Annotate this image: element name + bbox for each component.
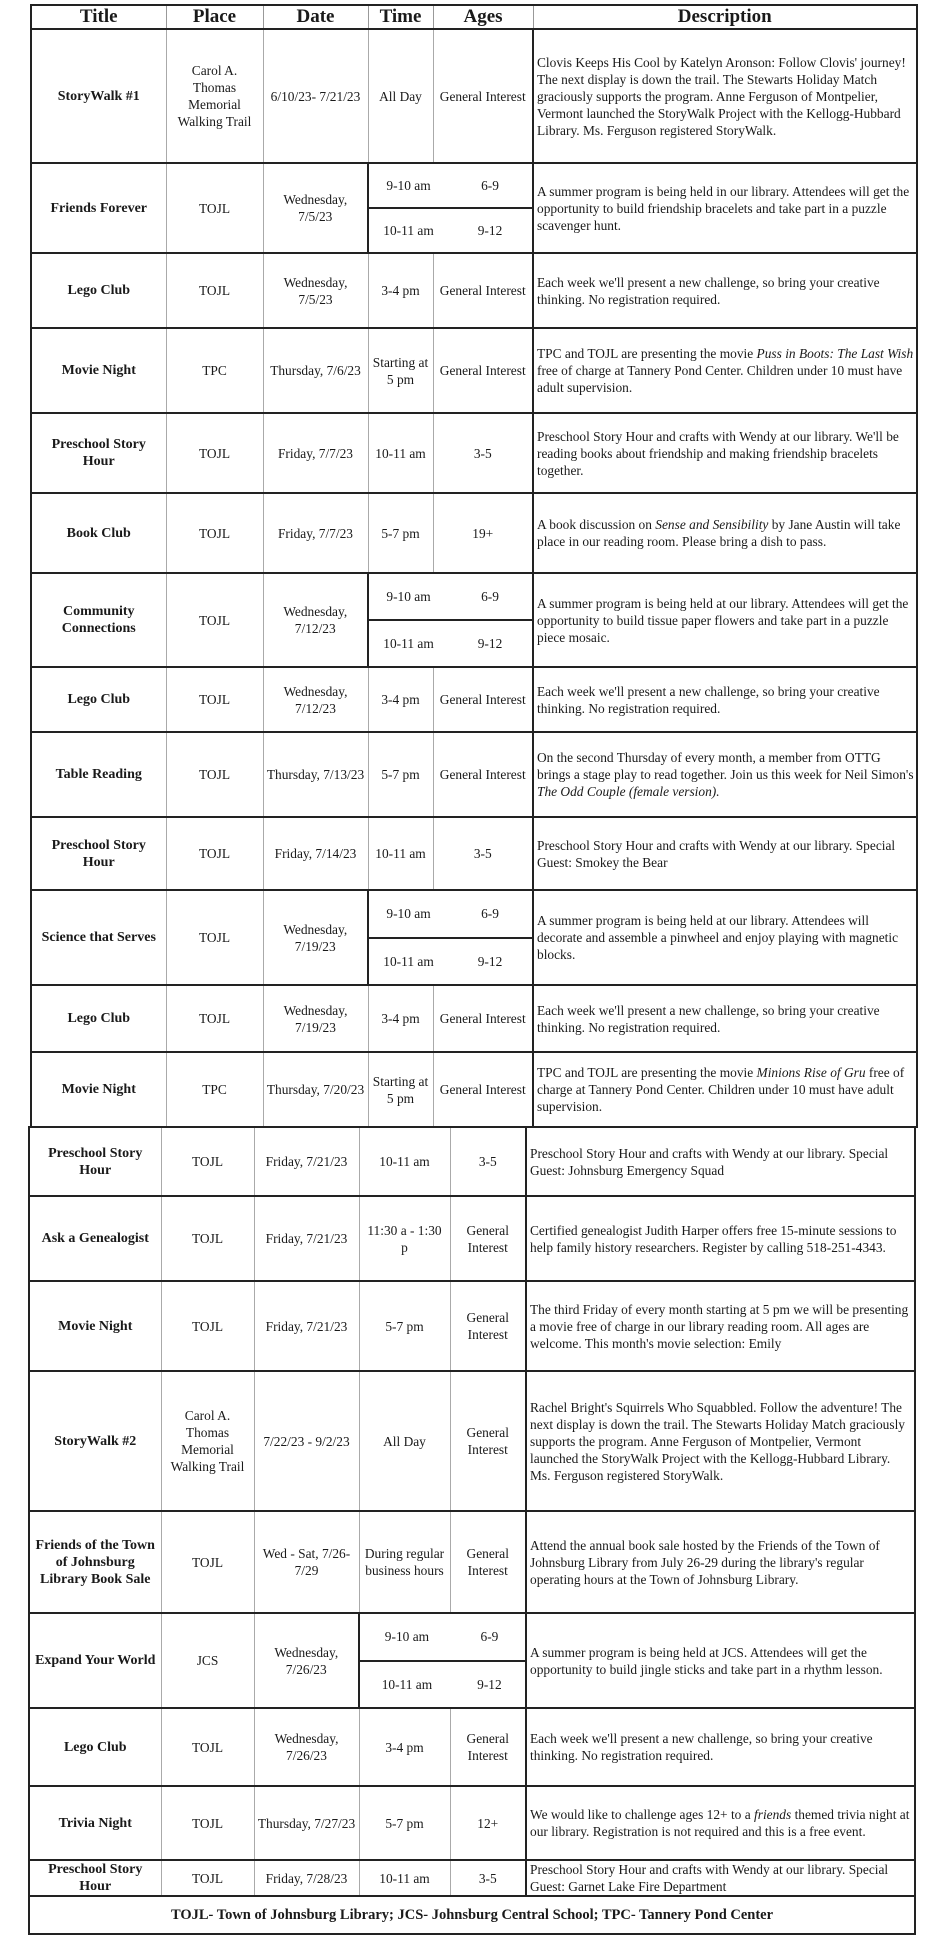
session-times — [368, 573, 533, 667]
event-description: Rachel Bright's Squirrels Who Squabbled. Follow the adventure! The next display is down the trail. The Stewarts Holiday Match graciously supports the program. Anne Ferguson of Montpelier, Vermont launched the StoryWalk Project with the Kellogg-Hubbard Library. Ms. Ferguson registered StoryWalk. — [526, 1371, 915, 1511]
event-time: 5-7 pm — [368, 732, 433, 817]
event-title: Trivia Night — [29, 1786, 161, 1860]
event-description: A summer program is being held in our library. Attendees will get the opportunity to build friendship bracelets and take part in a puzzle scavenger hunt. — [533, 163, 917, 253]
event-place: TOJL — [166, 413, 263, 493]
event-ages: General Interest — [433, 29, 533, 163]
header-time: Time — [368, 5, 433, 29]
session-list — [360, 1614, 525, 1707]
event-date: Friday, 7/7/23 — [263, 413, 368, 493]
event-time: 10-11 am — [359, 1127, 450, 1196]
event-row — [31, 163, 917, 253]
event-title: Lego Club — [31, 253, 166, 328]
event-time: 5-7 pm — [359, 1281, 450, 1371]
event-title: Friends of the Town of Johnsburg Library Book Sale — [29, 1511, 161, 1613]
description-text: A book discussion on — [537, 517, 656, 532]
event-row — [31, 732, 917, 817]
event-place: TOJL — [161, 1860, 254, 1896]
events-table-part-2 — [28, 1126, 916, 1935]
session-row — [360, 1660, 525, 1708]
session-time: 10-11 am — [383, 636, 434, 651]
event-title: Friends Forever — [31, 163, 166, 253]
event-date: Friday, 7/7/23 — [263, 493, 368, 573]
event-row — [31, 29, 917, 163]
session-ages: 6-9 — [481, 906, 499, 922]
event-title: Expand Your World — [29, 1613, 161, 1708]
session-time: 9-10 am — [386, 178, 431, 193]
event-row — [29, 1511, 915, 1613]
event-place: Carol A. Thomas Memorial Walking Trail — [166, 29, 263, 163]
description-italic-title: Sense and Sensibility — [655, 517, 769, 532]
event-row — [29, 1708, 915, 1786]
event-date: Wed - Sat, 7/26- 7/29 — [254, 1511, 359, 1613]
event-title: Movie Night — [31, 328, 166, 413]
event-description: Each week we'll present a new challenge, so bring your creative thinking. No registration required. — [533, 253, 917, 328]
table-header-row — [31, 5, 917, 29]
event-description: Preschool Story Hour and crafts with Wendy at our library. Special Guest: Johnsburg Emergency Squad — [526, 1127, 915, 1196]
event-time: All Day — [368, 29, 433, 163]
event-ages: 19+ — [433, 493, 533, 573]
events-table-part-1 — [30, 4, 918, 1128]
event-ages: General Interest — [433, 328, 533, 413]
event-row — [29, 1371, 915, 1511]
event-place: TOJL — [166, 493, 263, 573]
session-ages: 9-12 — [477, 636, 503, 651]
event-row — [31, 1052, 917, 1127]
event-place: TOJL — [166, 890, 263, 985]
event-row — [31, 573, 917, 667]
event-date: Wednesday, 7/5/23 — [263, 253, 368, 328]
event-place: TOJL — [161, 1127, 254, 1196]
event-row — [29, 1127, 915, 1196]
event-description: A summer program is being held at our library. Attendees will decorate and assemble a pinwheel and enjoy playing with magnetic blocks. — [533, 890, 917, 985]
event-title: Table Reading — [31, 732, 166, 817]
session-row — [369, 574, 532, 619]
event-ages: General Interest — [433, 1052, 533, 1127]
session-time: 10-11 am — [381, 1676, 433, 1692]
session-time: 9-10 am — [386, 589, 431, 604]
event-date: Thursday, 7/6/23 — [263, 328, 368, 413]
event-ages: 3-5 — [433, 817, 533, 890]
event-time: 3-4 pm — [368, 667, 433, 732]
description-italic-title: Minions Rise of Gru — [756, 1065, 866, 1080]
event-description: Attend the annual book sale hosted by the Friends of the Town of Johnsburg Library from July 26-29 during the library's regular operating hours at the Town of Johnsburg Library. — [526, 1511, 915, 1613]
event-place: TOJL — [166, 985, 263, 1052]
event-date: Wednesday, 7/19/23 — [263, 985, 368, 1052]
event-date: 7/22/23 - 9/2/23 — [254, 1371, 359, 1511]
event-date: Thursday, 7/20/23 — [263, 1052, 368, 1127]
session-row — [369, 619, 532, 666]
description-italic-title: The Odd Couple (female version). — [537, 784, 720, 799]
session-row — [369, 937, 532, 985]
event-row — [29, 1613, 915, 1708]
description-text: free of charge at Tannery Pond Center. Children under 10 must have adult supervision. — [537, 363, 903, 395]
event-ages: 3-5 — [433, 413, 533, 493]
event-time: 3-4 pm — [359, 1708, 450, 1786]
event-ages: General Interest — [433, 732, 533, 817]
description-text: TPC and TOJL are presenting the movie — [537, 346, 757, 361]
event-description: A summer program is being held at JCS. Attendees will get the opportunity to build jingle sticks and take part in a rhythm lesson. — [526, 1613, 915, 1708]
event-place: TPC — [166, 328, 263, 413]
event-place: TOJL — [166, 667, 263, 732]
event-row — [31, 890, 917, 985]
event-time: All Day — [359, 1371, 450, 1511]
session-row — [360, 1614, 525, 1660]
event-row — [31, 985, 917, 1052]
event-ages: 3-5 — [450, 1860, 526, 1896]
event-ages: General Interest — [433, 253, 533, 328]
session-ages: 9-12 — [477, 1676, 502, 1692]
event-ages: General Interest — [450, 1371, 526, 1511]
description-text: We would like to challenge ages 12+ to a — [530, 1807, 755, 1822]
event-place: TOJL — [161, 1708, 254, 1786]
event-place: TOJL — [161, 1281, 254, 1371]
event-row — [29, 1786, 915, 1860]
header-description: Description — [533, 5, 917, 29]
event-date: Friday, 7/21/23 — [254, 1196, 359, 1281]
event-date: Friday, 7/28/23 — [254, 1860, 359, 1896]
event-description: Preschool Story Hour and crafts with Wendy at our library. Special Guest: Smokey the Bear — [533, 817, 917, 890]
event-title: Movie Night — [31, 1052, 166, 1127]
event-ages: General Interest — [433, 985, 533, 1052]
description-italic-title: Puss in Boots: The Last Wish — [756, 346, 914, 361]
legend-row — [29, 1896, 915, 1934]
session-time: 9-10 am — [386, 906, 431, 922]
event-row — [31, 328, 917, 413]
event-time: Starting at 5 pm — [368, 328, 433, 413]
event-ages: General Interest — [450, 1281, 526, 1371]
event-description: The third Friday of every month starting at 5 pm we will be presenting a movie free of charge in our library reading room. All ages are welcome. This month's movie selection: Emily — [526, 1281, 915, 1371]
event-date: Wednesday, 7/19/23 — [263, 890, 368, 985]
event-time: 5-7 pm — [368, 493, 433, 573]
event-description — [533, 732, 917, 817]
session-times — [368, 163, 533, 253]
event-title: StoryWalk #1 — [31, 29, 166, 163]
event-place: Carol A. Thomas Memorial Walking Trail — [161, 1371, 254, 1511]
event-place: TOJL — [161, 1511, 254, 1613]
event-ages: 12+ — [450, 1786, 526, 1860]
event-description: Clovis Keeps His Cool by Katelyn Aronson: Follow Clovis' journey! The next display is down the trail. The Stewarts Holiday Match graciously supports the program. Anne Ferguson of Montpelier, Vermont launched the StoryWalk Project with the Kellogg-Hubbard Library. Ms. Ferguson registered StoryWalk. — [533, 29, 917, 163]
event-description: A summer program is being held at our library. Attendees will get the opportunity to build tissue paper flowers and take part in a puzzle piece mosaic. — [533, 573, 917, 667]
event-title: Preschool Story Hour — [29, 1127, 161, 1196]
event-time: 10-11 am — [368, 413, 433, 493]
event-place: JCS — [161, 1613, 254, 1708]
event-row — [31, 817, 917, 890]
event-date: Wednesday, 7/5/23 — [263, 163, 368, 253]
event-title: Movie Night — [29, 1281, 161, 1371]
event-place: TOJL — [161, 1786, 254, 1860]
event-time: 11:30 a - 1:30 p — [359, 1196, 450, 1281]
description-text: by Jane Austin will take place in our reading room. Please bring a dish to pass. — [537, 517, 901, 549]
event-title: Lego Club — [31, 985, 166, 1052]
event-time: 3-4 pm — [368, 985, 433, 1052]
session-row — [369, 891, 532, 937]
event-title: Preschool Story Hour — [29, 1860, 161, 1896]
description-italic-title: friends — [754, 1807, 792, 1822]
session-list — [369, 891, 532, 984]
event-title: Preschool Story Hour — [31, 817, 166, 890]
event-description — [526, 1786, 915, 1860]
session-ages: 9-12 — [477, 223, 503, 238]
event-date: Thursday, 7/13/23 — [263, 732, 368, 817]
event-ages: General Interest — [450, 1196, 526, 1281]
session-times — [368, 890, 533, 985]
event-title: Community Connections — [31, 573, 166, 667]
event-description: Each week we'll present a new challenge, so bring your creative thinking. No registration required. — [533, 985, 917, 1052]
session-row — [369, 207, 532, 252]
event-date: Thursday, 7/27/23 — [254, 1786, 359, 1860]
event-time: During regular business hours — [359, 1511, 450, 1613]
event-time: Starting at 5 pm — [368, 1052, 433, 1127]
event-row — [29, 1281, 915, 1371]
session-ages: 6-9 — [480, 1629, 499, 1645]
event-row — [31, 667, 917, 732]
event-time: 10-11 am — [359, 1860, 450, 1896]
event-date: 6/10/23- 7/21/23 — [263, 29, 368, 163]
event-description: Certified genealogist Judith Harper offers free 15-minute sessions to help family history researchers. Register by calling 518-251-4343. — [526, 1196, 915, 1281]
description-text: On the second Thursday of every month, a member from OTTG brings a stage play to read together. Join us this week for Neil Simon's — [537, 750, 914, 782]
event-description — [533, 1052, 917, 1127]
event-description — [533, 493, 917, 573]
event-description: Each week we'll present a new challenge, so bring your creative thinking. No registration required. — [533, 667, 917, 732]
session-time: 10-11 am — [383, 953, 434, 969]
event-description: Each week we'll present a new challenge, so bring your creative thinking. No registration required. — [526, 1708, 915, 1786]
place-abbreviation-legend: TOJL- Town of Johnsburg Library; JCS- Johnsburg Central School; TPC- Tannery Pond Center — [29, 1896, 915, 1934]
event-row — [31, 493, 917, 573]
header-place: Place — [166, 5, 263, 29]
event-row — [31, 253, 917, 328]
session-times — [359, 1613, 526, 1708]
event-description: Preschool Story Hour and crafts with Wendy at our library. We'll be reading books about friendship and making friendship bracelets together. — [533, 413, 917, 493]
event-place: TOJL — [161, 1196, 254, 1281]
event-title: StoryWalk #2 — [29, 1371, 161, 1511]
event-ages: General Interest — [433, 667, 533, 732]
event-ages: General Interest — [450, 1708, 526, 1786]
event-title: Lego Club — [31, 667, 166, 732]
session-list — [369, 574, 532, 666]
event-date: Wednesday, 7/12/23 — [263, 573, 368, 667]
event-title: Lego Club — [29, 1708, 161, 1786]
event-title: Book Club — [31, 493, 166, 573]
event-place: TOJL — [166, 817, 263, 890]
event-date: Wednesday, 7/12/23 — [263, 667, 368, 732]
event-row — [29, 1196, 915, 1281]
event-place: TOJL — [166, 732, 263, 817]
event-date: Wednesday, 7/26/23 — [254, 1613, 359, 1708]
header-date: Date — [263, 5, 368, 29]
description-text: free of charge at Tannery Pond Center. Children under 10 must have adult supervision. — [537, 1065, 905, 1114]
session-ages: 9-12 — [477, 953, 503, 969]
session-ages: 6-9 — [481, 178, 499, 193]
event-time: 10-11 am — [368, 817, 433, 890]
header-ages: Ages — [433, 5, 533, 29]
session-row — [369, 164, 532, 207]
event-ages: General Interest — [450, 1511, 526, 1613]
session-ages: 6-9 — [481, 589, 499, 604]
event-place: TOJL — [166, 163, 263, 253]
event-description — [533, 328, 917, 413]
event-title: Preschool Story Hour — [31, 413, 166, 493]
event-place: TOJL — [166, 573, 263, 667]
event-title: Ask a Genealogist — [29, 1196, 161, 1281]
event-time: 5-7 pm — [359, 1786, 450, 1860]
event-place: TPC — [166, 1052, 263, 1127]
event-date: Friday, 7/21/23 — [254, 1281, 359, 1371]
event-date: Wednesday, 7/26/23 — [254, 1708, 359, 1786]
event-row — [31, 413, 917, 493]
event-description: Preschool Story Hour and crafts with Wendy at our library. Special Guest: Garnet Lake Fire Department — [526, 1860, 915, 1896]
event-place: TOJL — [166, 253, 263, 328]
description-text: themed trivia night at our library. Registration is not required and this is a free event. — [530, 1807, 910, 1839]
event-date: Friday, 7/14/23 — [263, 817, 368, 890]
header-title: Title — [31, 5, 166, 29]
event-row — [29, 1860, 915, 1896]
description-text: TPC and TOJL are presenting the movie — [537, 1065, 757, 1080]
event-date: Friday, 7/21/23 — [254, 1127, 359, 1196]
event-title: Science that Serves — [31, 890, 166, 985]
session-time: 9-10 am — [384, 1629, 430, 1645]
event-ages: 3-5 — [450, 1127, 526, 1196]
session-time: 10-11 am — [383, 223, 434, 238]
event-time: 3-4 pm — [368, 253, 433, 328]
session-list — [369, 164, 532, 252]
